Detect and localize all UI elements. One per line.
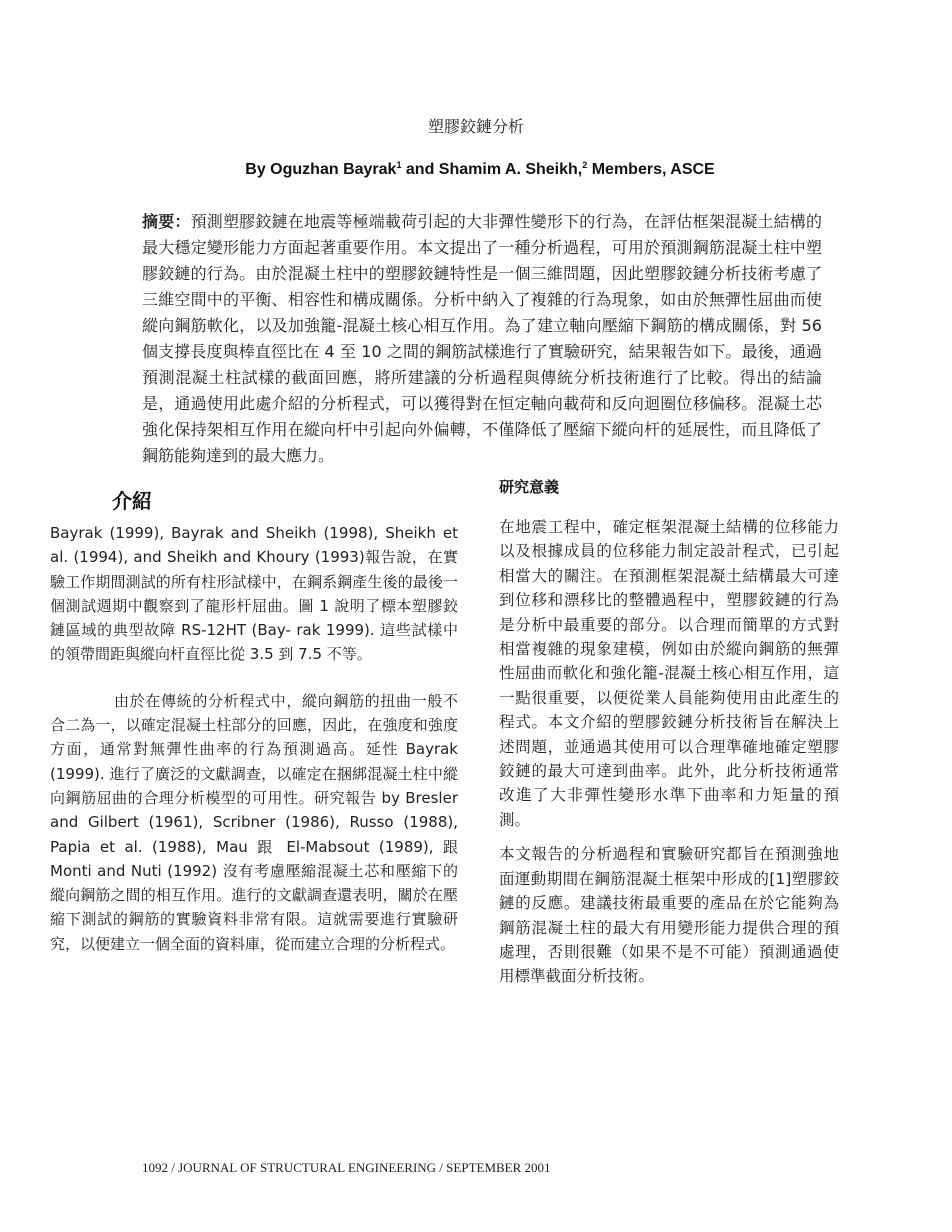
author-1-footnote-mark: 1 bbox=[396, 160, 402, 170]
abstract bbox=[142, 209, 822, 469]
paragraph: 在地震工程中，確定框架混凝土結構的位移能力以及根據成員的位移能力制定設計程式，已引起相當大的關注。在預測框架混凝土結構最大可達到位移和漂移比的整體過程中，塑膠鉸鏈的行為是分析中最重要的部分。以合理而簡單的方式對相當複雜的現象建模，例如由於縱向鋼筋的無彈性屈曲而軟化和強化籠-混凝土核心相互作用，這一點很重要，以便從業人員能夠使用由此產生的程式。本文介紹的塑膠鉸鏈分析技術旨在解決上述問題，並通過其使用可以合理準確地確定塑膠鉸鏈的最大可達到曲率。此外，此分析技術通常改進了大非彈性變形水準下曲率和力矩量的預測。 bbox=[499, 518, 839, 829]
left-column bbox=[50, 485, 458, 956]
author-byline bbox=[0, 160, 952, 179]
abstract-text: 預測塑膠鉸鏈在地震等極端載荷引起的大非彈性變形下的行為，在評估框架混凝土結構的最大穩定變形能力方面起著重要作用。本文提出了一種分析過程，可用於預測鋼筋混凝土柱中塑膠鉸鏈的行為。由於混凝土柱中的塑膠鉸鏈特性是一個三維問題，因此塑膠鉸鏈分析技術考慮了三維空間中的平衡、相容性和構成關係。分析中納入了複雜的行為現象，如由於無彈性屈曲而使縱向鋼筋軟化，以及加強籠-混凝土核心相互作用。為了建立軸向壓縮下鋼筋的構成關係，對 56 個支撐長度與棒直徑比在 4 至 10 之間的鋼筋試樣進行了實驗研究，結果報告如下。最後，通過預測混凝土柱試樣的截面回應，將所建議的分析過程與傳統分析技術進行了比較。得出的結論是，通過使用此處介紹的分析程式，可以獲得對在恒定軸向載荷和反向迴圈位移偏移。混凝土芯強化保持架相互作用在縱向杆中引起向外偏轉，不僅降低了壓縮下縱向杆的延展性，而且降低了鋼筋能夠達到的最大應力。 bbox=[142, 212, 822, 465]
author-2: and Shamim A. Sheikh, bbox=[405, 161, 583, 178]
paragraph: 本文報告的分析過程和實驗研究都旨在預測強地面運動期間在鋼筋混凝土框架中形成的[1]塑膠鉸鏈的反應。建議技術最重要的產品在於它能夠為鋼筋混凝土柱的最大有用變形能力提供合理的預處理，否則很難（如果不是不可能）預測通過使用標準截面分析技術。 bbox=[499, 845, 839, 986]
right-column bbox=[499, 476, 839, 989]
section-heading-introduction: 介紹 bbox=[112, 489, 152, 513]
section-heading-research-significance: 研究意義 bbox=[499, 478, 560, 496]
author-1: By Oguzhan Bayrak bbox=[245, 161, 397, 178]
page-footer: 1092 / JOURNAL OF STRUCTURAL ENGINEERING / SEPTEMBER 2001 bbox=[142, 1160, 551, 1175]
paragraph: 由於在傳統的分析程式中，縱向鋼筋的扭曲一般不合二為一，以確定混凝土柱部分的回應，因此，在強度和強度方面，通常對無彈性曲率的行為預測過高。延性 Bayrak (1999). 進行了廣泛的文獻調查，以確定在捆綁混凝土柱中縱向鋼筋屈曲的合理分析模型的可用性。研究報告 by Bresler and Gilbert (1961), Scribner (1986), Russo (1988), Papia et al. (1988), Mau 跟 El-Mabsout (1989), 跟 Monti and Nuti (1992) 沒有考慮壓縮混凝土芯和壓縮下的縱向鋼筋之間的相互作用。進行的文獻調查還表明，關於在壓縮下測試的鋼筋的實驗資料非常有限。這就需要進行實驗研究，以便建立一個全面的資料庫，從而建立合理的分析程式。 bbox=[50, 691, 458, 953]
paragraph: Bayrak (1999), Bayrak and Sheikh (1998), Sheikh et al. (1994), and Sheikh and Khoury (1993)報告說，在實驗工作期間測試的所有柱形試樣中，在鋼系鋼產生後的最後一個測試週期中觀察到了龍形杆屈曲。圖 1 說明了標本塑膠鉸鏈區域的典型故障 RS-12HT (Bay- rak 1999). 這些試樣中的領帶間距與縱向杆直徑比從 3.5 到 7.5 不等。 bbox=[50, 524, 458, 664]
author-2-footnote-mark: 2 bbox=[582, 160, 588, 170]
author-membership: Members, ASCE bbox=[591, 161, 715, 178]
abstract-label: 摘要： bbox=[142, 212, 191, 231]
paper-title: 塑膠鉸鏈分析 bbox=[427, 117, 524, 136]
